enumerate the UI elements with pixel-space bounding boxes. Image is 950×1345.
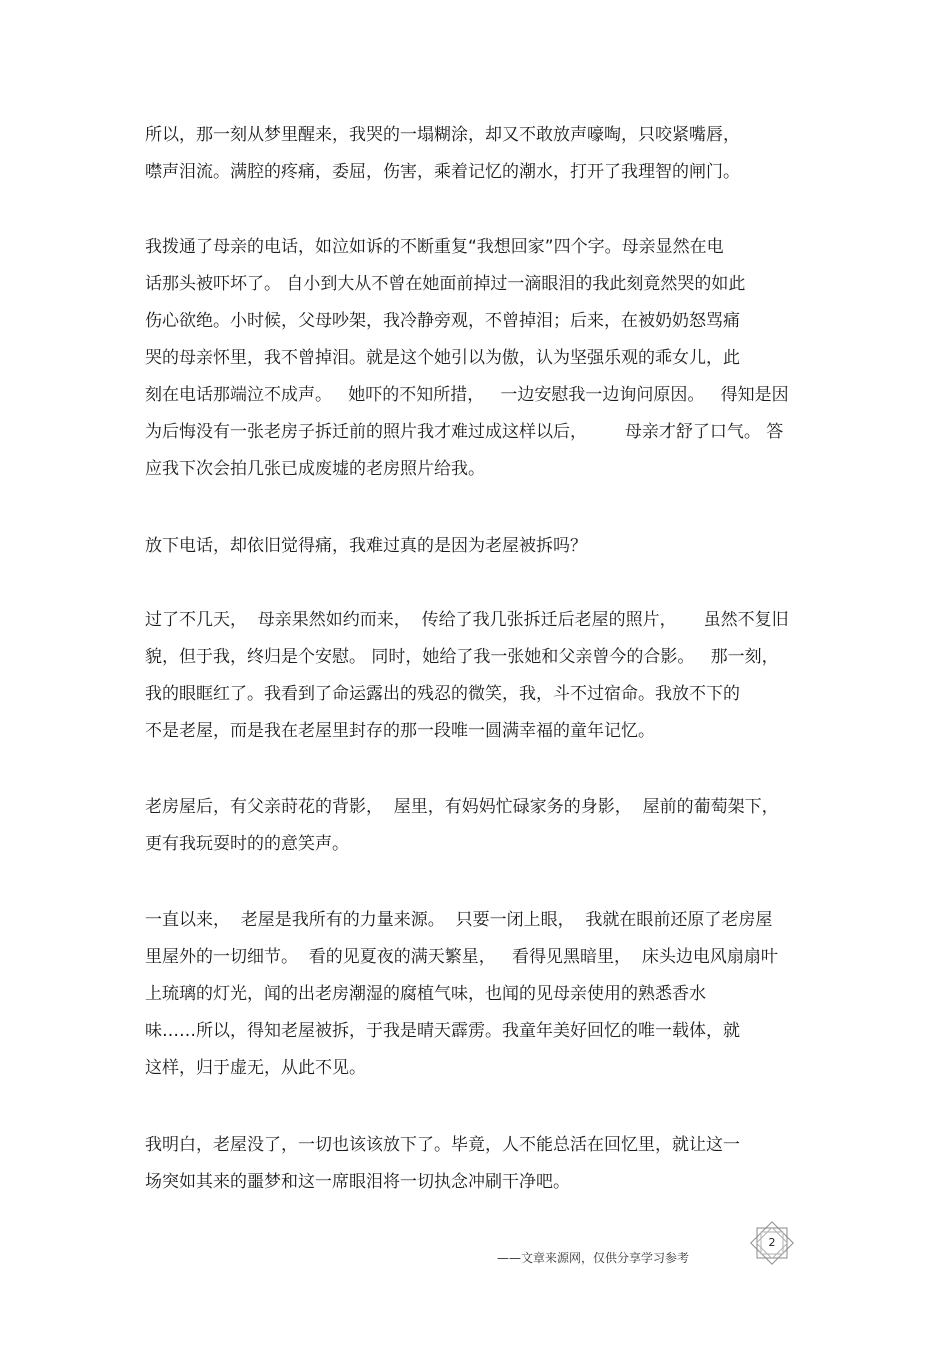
paragraph-2 bbox=[145, 229, 810, 488]
paragraph-3 bbox=[145, 528, 810, 565]
paragraph-7 bbox=[145, 1127, 810, 1201]
text-line: 为后悔没有一张老房子拆迁前的照片我才难过成这样以后， 母亲才舒了口气。 答 bbox=[145, 422, 784, 442]
text-line: 一直以来， 老屋是我所有的力量来源。 只要一闭上眼， 我就在眼前还原了老房屋 bbox=[145, 910, 773, 930]
page-number-badge bbox=[748, 1221, 796, 1265]
text-line: 里屋外的一切细节。 看的见夏夜的满天繁星， 看得见黑暗里， 床头边电风扇扇叶 bbox=[145, 947, 778, 967]
text-line: 我的眼眶红了。我看到了命运露出的残忍的微笑，我，斗不过宿命。我放不下的 bbox=[145, 684, 740, 704]
text-line: 过了不几天， 母亲果然如约而来， 传给了我几张拆迁后老屋的照片， 虽然不复旧 bbox=[145, 610, 789, 630]
text-line: 哭的母亲怀里，我不曾掉泪。就是这个她引以为傲，认为坚强乐观的乖女儿，此 bbox=[145, 348, 740, 368]
text-line: 放下电话，却依旧觉得痛，我难过真的是因为老屋被拆吗？ bbox=[145, 536, 587, 556]
text-line: 貌，但于我，终归是个安慰。 同时，她给了我一张她和父亲曾今的合影。 那一刻， bbox=[145, 647, 779, 667]
paragraph-1 bbox=[145, 117, 810, 191]
text-line: 话那头被吓坏了。 自小到大从不曾在她面前掉过一滴眼泪的我此刻竟然哭的如此 bbox=[145, 274, 746, 294]
text-line: 老房屋后，有父亲莳花的背影， 屋里，有妈妈忙碌家务的身影， 屋前的葡萄架下， bbox=[145, 797, 779, 817]
text-line: 不是老屋，而是我在老屋里封存的那一段唯一圆满幸福的童年记忆。 bbox=[145, 721, 655, 741]
text-line: 所以，那一刻从梦里醒来，我哭的一塌糊涂，却又不敢放声嚎啕，只咬紧嘴唇， bbox=[145, 125, 740, 145]
text-line: 味……所以，得知老屋被拆，于我是晴天霹雳。我童年美好回忆的唯一载体，就 bbox=[145, 1021, 740, 1041]
source-note: ——文章来源网，仅供分享学习参考 bbox=[497, 1251, 690, 1265]
paragraph-4 bbox=[145, 602, 810, 750]
text-line: 我拨通了母亲的电话，如泣如诉的不断重复“我想回家”四个字。母亲显然在电 bbox=[145, 237, 724, 257]
paragraph-6 bbox=[145, 902, 810, 1087]
page-number: 2 bbox=[768, 1236, 776, 1249]
text-line: 这样，归于虚无，从此不见。 bbox=[145, 1058, 366, 1078]
text-line: 噤声泪流。满腔的疼痛，委屈，伤害，乘着记忆的潮水，打开了我理智的闸门。 bbox=[145, 162, 740, 182]
paragraph-5 bbox=[145, 789, 810, 863]
text-line: 伤心欲绝。小时候，父母吵架，我冷静旁观，不曾掉泪；后来，在被奶奶怒骂痛 bbox=[145, 311, 740, 331]
text-line: 更有我玩耍时的的意笑声。 bbox=[145, 834, 349, 854]
text-line: 刻在电话那端泣不成声。 她吓的不知所措， 一边安慰我一边询问原因。 得知是因 bbox=[145, 385, 789, 405]
text-line: 场突如其来的噩梦和这一席眼泪将一切执念冲刷干净吧。 bbox=[145, 1172, 570, 1192]
text-line: 应我下次会拍几张已成废墟的老房照片给我。 bbox=[145, 459, 485, 479]
text-line: 我明白，老屋没了，一切也该该放下了。毕竟，人不能总活在回忆里，就让这一 bbox=[145, 1135, 740, 1155]
text-line: 上琉璃的灯光，闻的出老房潮湿的腐植气味，也闻的见母亲使用的熟悉香水 bbox=[145, 984, 706, 1004]
